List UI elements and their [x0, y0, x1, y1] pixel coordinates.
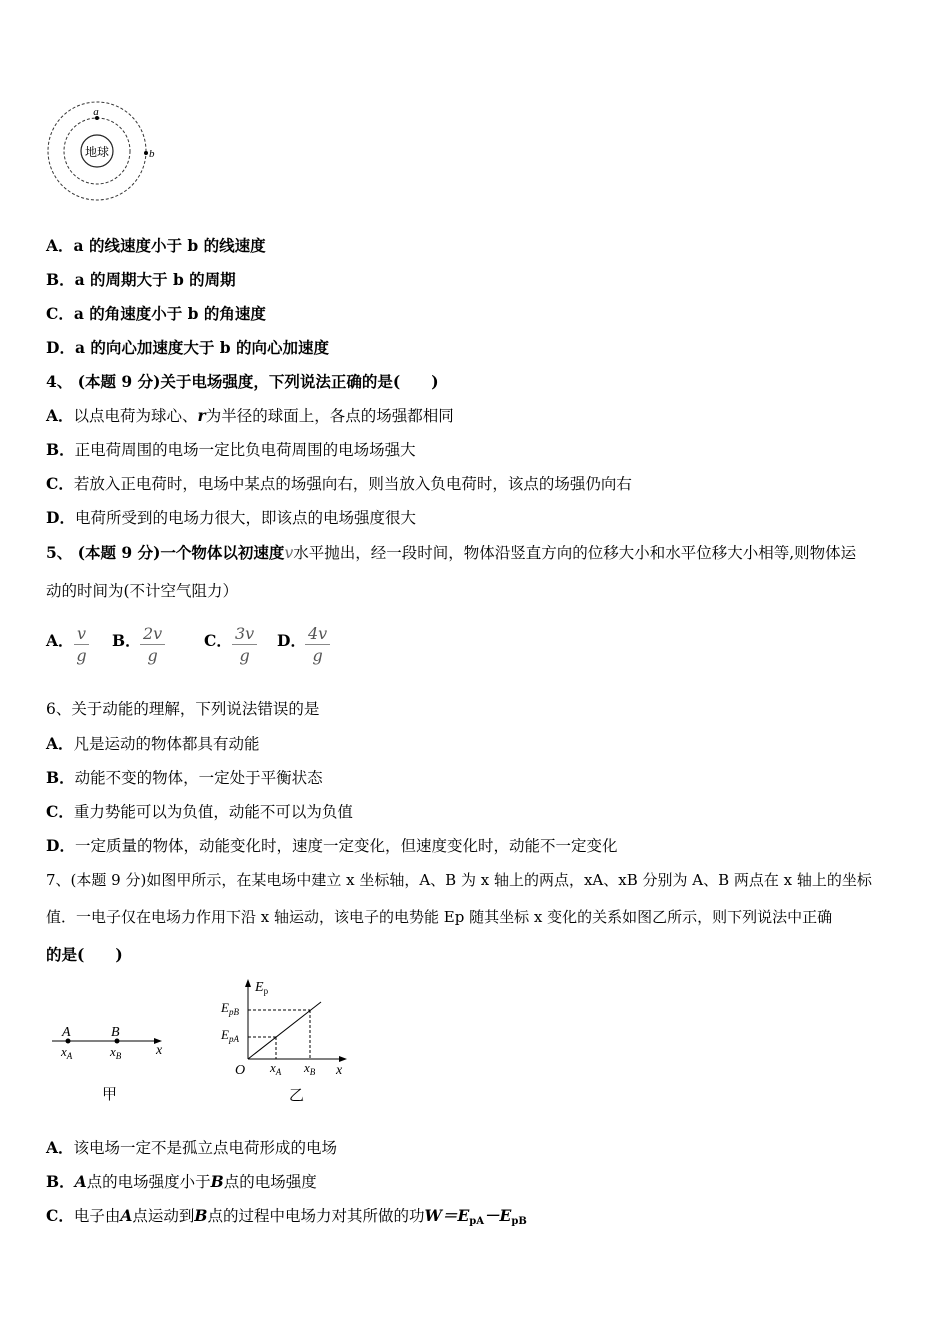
q5-option-a-label: A．	[46, 631, 74, 650]
q4-stem: 4、 (本题 9 分)关于电场强度，下列说法正确的是( )	[46, 372, 439, 391]
q3-option-d: D．a 的向心加速度大于 b 的向心加速度	[46, 338, 330, 357]
yi-axis-ep: $E_p$	[255, 980, 269, 996]
yi-label-epa: $E_{pA}$	[221, 1027, 239, 1044]
figure-yi	[215, 975, 360, 1110]
orbit-figure	[40, 95, 170, 207]
q5-option-d-fraction: $\frac{4v}{g}$	[305, 624, 330, 667]
q7-option-c: C．电子由A点运动到B点的过程中电场力对其所做的功$W=E_{pA}-E_{pB}$	[46, 1206, 527, 1227]
q6-option-b: B．动能不变的物体，一定处于平衡状态	[46, 768, 323, 787]
q3-option-b: B．a 的周期大于 b 的周期	[46, 270, 236, 289]
satellite-a-label: a	[93, 106, 99, 118]
q7-stem-line3: 的是( )	[46, 945, 123, 964]
satellite-b	[144, 151, 148, 155]
earth-label: 地球	[84, 145, 110, 159]
figure-jia	[44, 1015, 174, 1110]
q4-option-d: D．电荷所受到的电场力很大，即该点的电场强度很大	[46, 508, 416, 527]
jia-label-xb: $x_B$	[110, 1044, 122, 1061]
q5-option-b-label: B．	[112, 631, 141, 650]
q6-option-a: A．凡是运动的物体都具有动能	[46, 734, 260, 753]
jia-axis-label: x	[156, 1043, 163, 1058]
q7-option-a: A．该电场一定不是孤立点电荷形成的电场	[46, 1138, 338, 1157]
q7-stem-line1: 7、(本题 9 分)如图甲所示，在某电场中建立 x 坐标轴，A、B 为 x 轴上的两点，xA、xB 分别为 A、B 两点在 x 轴上的坐标	[46, 871, 872, 889]
yi-caption: 乙	[289, 1088, 305, 1104]
q5-stem-line2: 动的时间为(不计空气阻力）	[46, 582, 239, 600]
yi-label-xb: $x_B$	[304, 1060, 316, 1077]
q3-option-c: C．a 的角速度小于 b 的角速度	[46, 304, 266, 323]
q5-option-c-fraction: $\frac{3v}{g}$	[232, 624, 257, 667]
q5-option-b-fraction: $\frac{2v}{g}$	[140, 624, 165, 667]
q7-option-b: B．A点的电场强度小于B点的电场强度	[46, 1172, 317, 1191]
q4-option-c: C．若放入正电荷时，电场中某点的场强向右，则当放入负电荷时，该点的场强仍向右	[46, 474, 632, 493]
q5-option-d-label: D．	[277, 631, 306, 650]
q3-option-a: A．a 的线速度小于 b 的线速度	[46, 236, 266, 255]
jia-caption: 甲	[102, 1087, 118, 1103]
yi-label-xa: $x_A$	[270, 1060, 282, 1077]
q4-option-b: B．正电荷周围的电场一定比负电荷周围的电场场强大	[46, 440, 416, 459]
q5-option-c-label: C．	[204, 631, 232, 650]
yi-x-arrow	[339, 1056, 347, 1062]
yi-y-arrow	[245, 979, 251, 987]
satellite-b-label: b	[149, 148, 155, 160]
q4-option-a: A．以点电荷为球心、r为半径的球面上，各点的场强都相同	[46, 406, 454, 425]
q6-option-c: C．重力势能可以为负值，动能不可以为负值	[46, 802, 353, 821]
q6-stem: 6、关于动能的理解，下列说法错误的是	[46, 700, 320, 718]
yi-label-epb: $E_{pB}$	[221, 1000, 239, 1017]
q6-option-d: D．一定质量的物体，动能变化时，速度一定变化，但速度变化时，动能不一定变化	[46, 836, 618, 855]
yi-origin: O	[235, 1063, 246, 1078]
jia-label-b: B	[111, 1025, 120, 1040]
q7-stem-line2: 值．一电子仅在电场力作用下沿 x 轴运动，该电子的电势能 Ep 随其坐标 x 变化的关系如图乙所示，则下列说法中正确	[46, 908, 833, 926]
yi-axis-x: x	[336, 1063, 343, 1078]
q5-stem: 5、 (本题 9 分)一个物体以初速度v水平抛出，经一段时间，物体沿竖直方向的位移大小和水平位移大小相等,则物体运	[46, 543, 857, 562]
q5-option-a-fraction: $\frac{v}{g}$	[74, 624, 89, 667]
jia-label-xa: $x_A$	[61, 1044, 73, 1061]
jia-label-a: A	[62, 1025, 71, 1040]
